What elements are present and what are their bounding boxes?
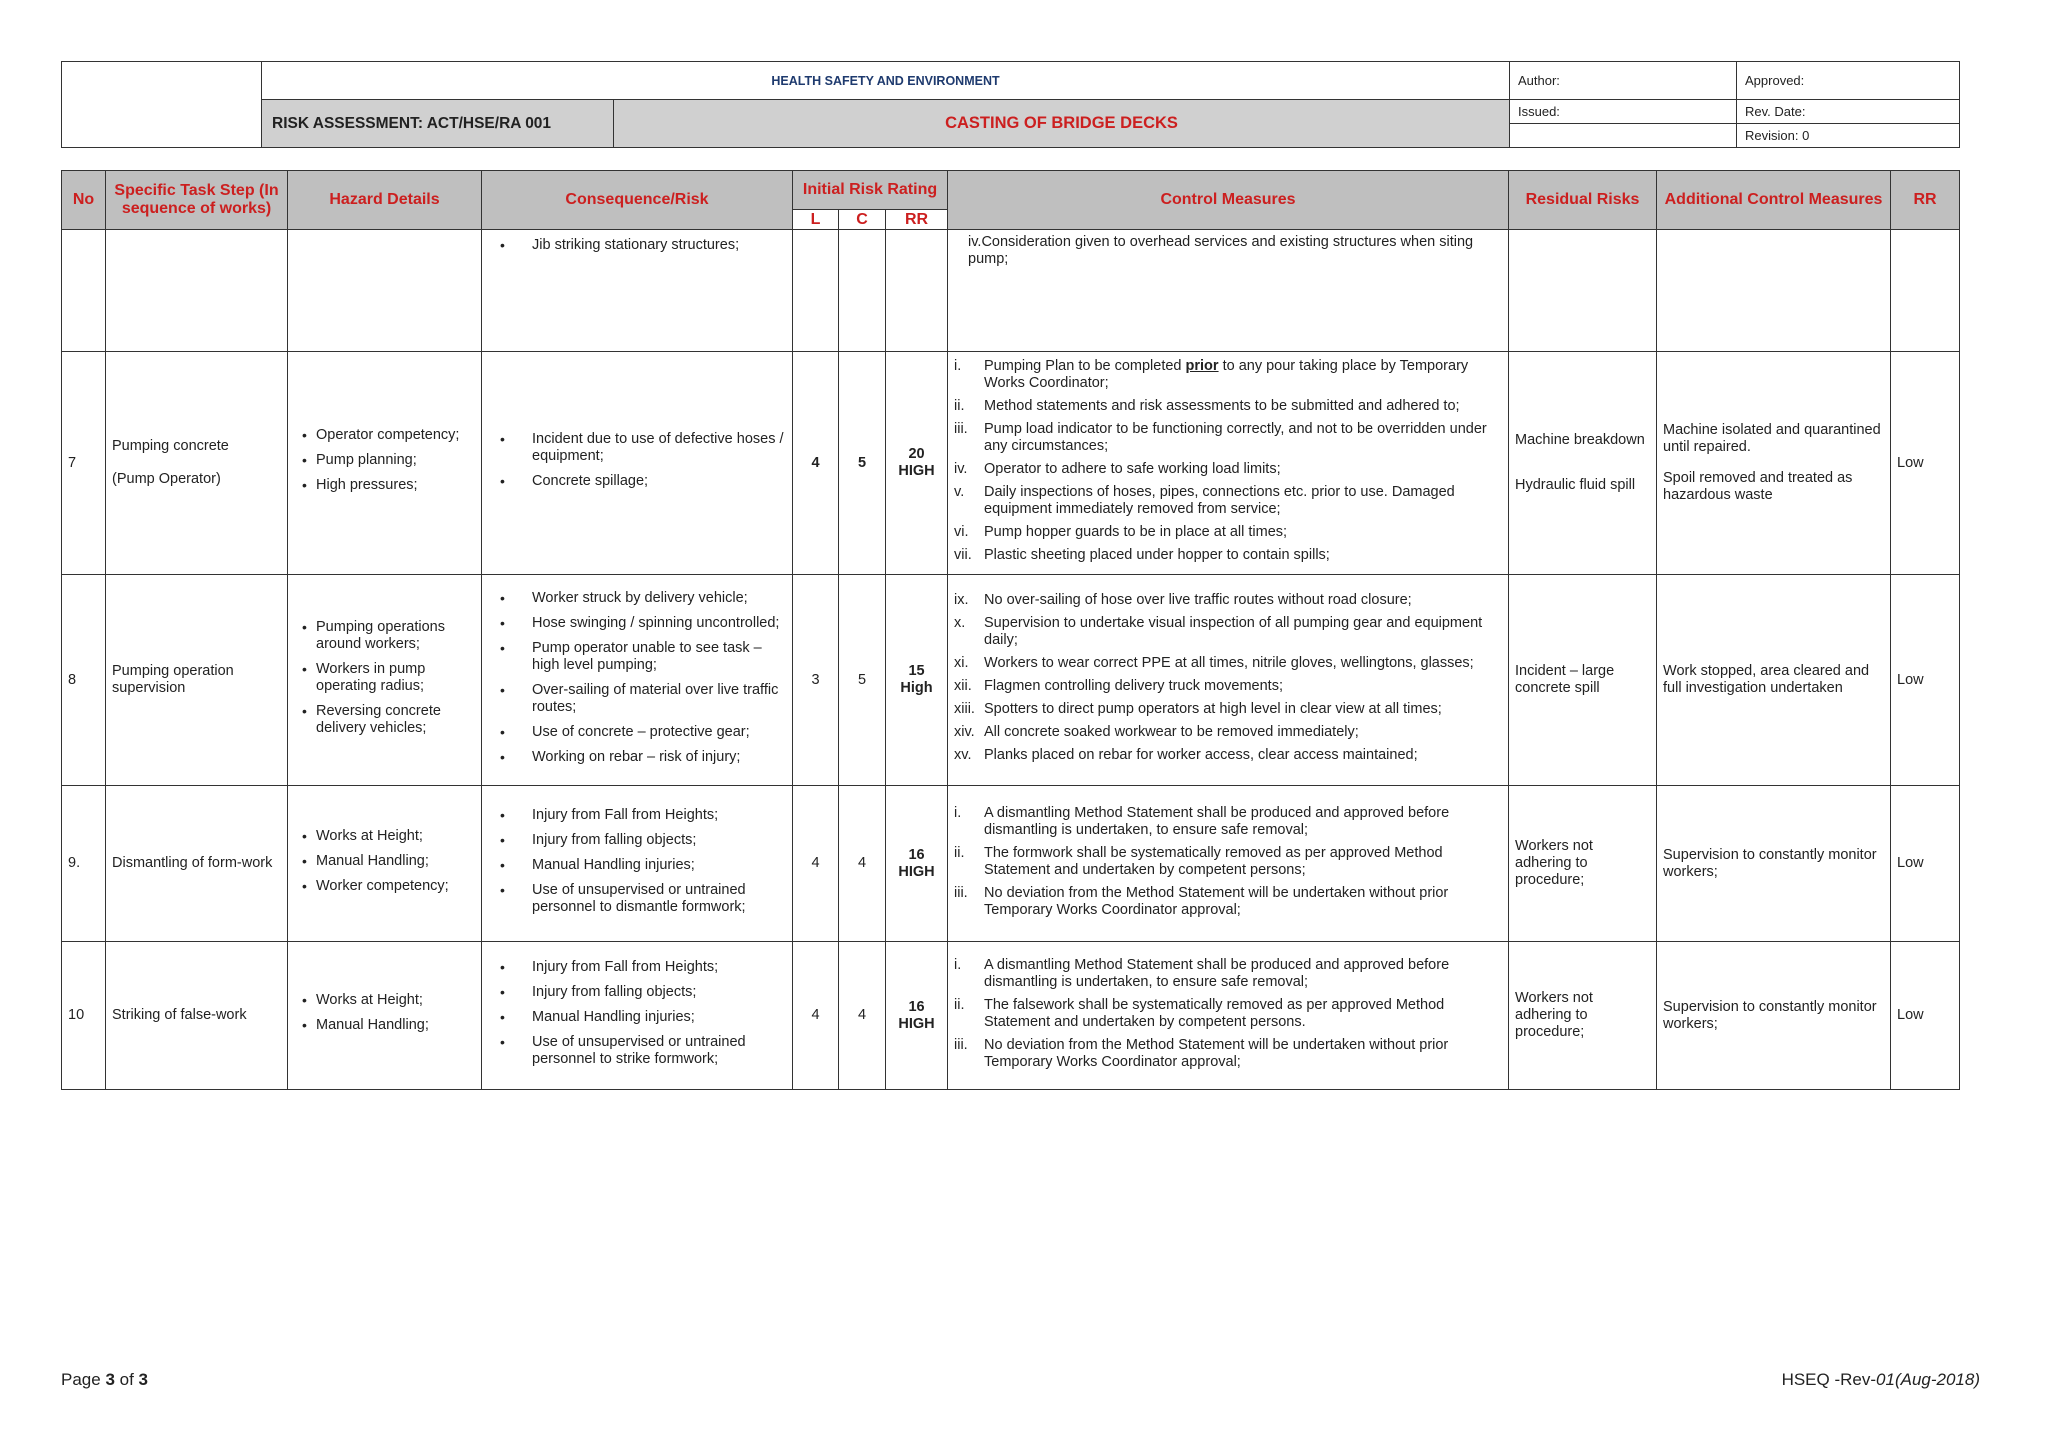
table-row <box>62 230 1960 352</box>
risk-score: 15 <box>908 663 925 679</box>
risk-level: HIGH <box>898 463 935 479</box>
additional-control: Machine isolated and quarantined until repaired. <box>1663 422 1881 455</box>
list-item: • Works at Height; <box>316 828 475 845</box>
list-item: iii. Pump load indicator to be functioning correctly, and not to be overridden under any circumstances; <box>954 421 1487 454</box>
residual-risk: Workers not adhering to procedure; <box>1509 786 1657 942</box>
final-risk: Low <box>1891 352 1960 575</box>
risk-level: HIGH <box>898 1015 935 1032</box>
list-item: xiii. Spotters to direct pump operators at high level in clear view at all times; <box>954 701 1442 717</box>
consequence-score: 5 <box>839 575 886 786</box>
list-item: • Reversing concrete delivery vehicles; <box>316 703 475 737</box>
risk-level: HIGH <box>898 863 935 880</box>
row-no: 9. <box>62 786 106 942</box>
list-item: x. Supervision to undertake visual inspection of all pumping gear and equipment daily; <box>954 615 1483 648</box>
list-item: ii. Method statements and risk assessments to be submitted and adhered to; <box>954 398 1460 414</box>
list-item: • Pumping operations around workers; <box>316 619 475 653</box>
risk-level: High <box>900 680 933 696</box>
logo-area <box>62 62 262 148</box>
list-item: • Use of unsupervised or untrained personnel to dismantle formwork; <box>532 882 786 916</box>
list-item: • Works at Height; <box>316 992 475 1009</box>
risk-score: 16 <box>908 998 925 1015</box>
task-title: CASTING OF BRIDGE DECKS <box>614 100 1510 148</box>
table-row <box>62 575 1960 786</box>
list-item: xii. Flagmen controlling delivery truck movements; <box>954 678 1283 694</box>
list-item: • Concrete spillage; <box>532 473 786 490</box>
col-hazard: Hazard Details <box>288 171 482 230</box>
list-item: xv. Planks placed on rebar for worker access, clear access maintained; <box>954 747 1418 763</box>
col-final-rr: RR <box>1891 171 1960 230</box>
list-item: • Injury from falling objects; <box>532 984 786 1001</box>
task-role: (Pump Operator) <box>112 471 221 487</box>
list-item: • Operator competency; <box>316 427 475 444</box>
col-residual: Residual Risks <box>1509 171 1657 230</box>
residual-risk: Machine breakdown <box>1515 432 1645 448</box>
list-item: • Manual Handling; <box>316 853 475 870</box>
residual-risk: Workers not adhering to procedure; <box>1509 942 1657 1090</box>
list-item: iii. No deviation from the Method Statement will be undertaken without prior Temporary Works Coordinator approval; <box>954 1036 1449 1070</box>
col-consequence: Consequence/Risk <box>482 171 793 230</box>
list-item: i. Pumping Plan to be completed prior to any pour taking place by Temporary Works Coordinator; <box>954 358 1469 391</box>
col-initial-risk: Initial Risk Rating <box>793 171 948 210</box>
col-l: L <box>793 210 839 230</box>
list-item: ii. The formwork shall be systematically removed as per approved Method Statement and undertaken by competent persons; <box>954 844 1443 878</box>
table-row <box>62 786 1960 942</box>
additional-control: Work stopped, area cleared and full investigation undertaken <box>1657 575 1891 786</box>
risk-table <box>61 170 1960 1090</box>
list-item: • Injury from Fall from Heights; <box>532 807 786 824</box>
list-item: • Worker struck by delivery vehicle; <box>532 590 786 607</box>
list-item: • Injury from Fall from Heights; <box>532 959 786 976</box>
list-item: • Working on rebar – risk of injury; <box>532 749 786 766</box>
list-item: • Use of unsupervised or untrained personnel to strike formwork; <box>532 1034 786 1068</box>
likelihood: 4 <box>793 786 839 942</box>
row-no: 7 <box>62 352 106 575</box>
rev-date-label: Rev. Date: <box>1737 100 1960 124</box>
list-item: • Injury from falling objects; <box>532 832 786 849</box>
risk-score: 16 <box>908 846 925 863</box>
row-no: 10 <box>62 942 106 1090</box>
col-rr: RR <box>886 210 948 230</box>
final-risk: Low <box>1891 786 1960 942</box>
list-item: v. Daily inspections of hoses, pipes, connections etc. prior to use. Damaged equipment immediately removed from service; <box>954 484 1455 517</box>
list-item: ix. No over-sailing of hose over live traffic routes without road closure; <box>954 592 1412 608</box>
list-item: • Use of concrete – protective gear; <box>532 724 786 741</box>
list-item: i. A dismantling Method Statement shall be produced and approved before dismantling is undertaken, to ensure safe removal; <box>954 956 1450 990</box>
risk-assessment-ref: RISK ASSESSMENT: ACT/HSE/RA 001 <box>262 100 614 148</box>
approved-label: Approved: <box>1737 62 1960 100</box>
issued-label: Issued: <box>1510 100 1737 124</box>
list-item: iv. Operator to adhere to safe working load limits; <box>954 461 1281 477</box>
task-step: Striking of false-work <box>106 942 288 1090</box>
additional-control: Supervision to constantly monitor workers; <box>1657 942 1891 1090</box>
revision-label: Revision: 0 <box>1737 124 1960 148</box>
list-item: vi. Pump hopper guards to be in place at all times; <box>954 524 1288 540</box>
list-item: ii. The falsework shall be systematically removed as per approved Method Statement and undertaken by competent persons. <box>954 996 1445 1030</box>
author-label: Author: <box>1510 62 1737 100</box>
list-item: iii. No deviation from the Method Statement will be undertaken without prior Temporary Works Coordinator approval; <box>954 884 1449 918</box>
list-item: • Jib striking stationary structures; <box>532 237 786 254</box>
list-item: • Incident due to use of defective hoses / equipment; <box>532 431 786 465</box>
task-step: Dismantling of form-work <box>106 786 288 942</box>
list-item: • Manual Handling; <box>316 1017 475 1034</box>
consequence-score: 5 <box>839 352 886 575</box>
list-item: • Over-sailing of material over live traffic routes; <box>532 682 786 716</box>
list-item: xiv. All concrete soaked workwear to be removed immediately; <box>954 724 1359 740</box>
task-step: Pumping concrete <box>112 438 229 454</box>
risk-score: 20 <box>908 446 925 462</box>
likelihood: 3 <box>793 575 839 786</box>
page-number: Page 3 of 3 <box>61 1370 148 1389</box>
likelihood: 4 <box>793 352 839 575</box>
org-title: HEALTH SAFETY AND ENVIRONMENT <box>262 62 1510 100</box>
list-item: • Pump planning; <box>316 452 475 469</box>
list-item: • Hose swinging / spinning uncontrolled; <box>532 615 786 632</box>
col-additional: Additional Control Measures <box>1657 171 1891 230</box>
additional-control: Spoil removed and treated as hazardous waste <box>1663 470 1853 503</box>
document-reference: HSEQ -Rev-01(Aug-2018) <box>1781 1370 1980 1389</box>
list-item: • Manual Handling injuries; <box>532 1009 786 1026</box>
table-row <box>62 352 1960 575</box>
list-item: • Workers in pump operating radius; <box>316 661 475 695</box>
list-item: • Manual Handling injuries; <box>532 857 786 874</box>
table-row <box>62 942 1960 1090</box>
additional-control: Supervision to constantly monitor workers; <box>1657 786 1891 942</box>
final-risk: Low <box>1891 575 1960 786</box>
consequence-score: 4 <box>839 942 886 1090</box>
residual-risk: Hydraulic fluid spill <box>1515 477 1636 493</box>
likelihood: 4 <box>793 942 839 1090</box>
document-header <box>61 61 1960 148</box>
list-item: • Pump operator unable to see task – high level pumping; <box>532 640 786 674</box>
list-item: vii. Plastic sheeting placed under hopper to contain spills; <box>954 547 1330 563</box>
list-item: xi. Workers to wear correct PPE at all times, nitrile gloves, wellingtons, glasses; <box>954 655 1474 671</box>
task-step: Pumping operation supervision <box>106 575 288 786</box>
consequence-score: 4 <box>839 786 886 942</box>
issued-value <box>1510 124 1737 148</box>
col-control: Control Measures <box>948 171 1509 230</box>
final-risk: Low <box>1891 942 1960 1090</box>
list-item: • High pressures; <box>316 477 475 494</box>
row-no: 8 <box>62 575 106 786</box>
col-task-step: Specific Task Step (In sequence of works) <box>106 171 288 230</box>
list-item: • Worker competency; <box>316 878 475 895</box>
control-text: iv.Consideration given to overhead services and existing structures when siting pump; <box>948 230 1509 352</box>
list-item: i. A dismantling Method Statement shall be produced and approved before dismantling is undertaken, to ensure safe removal; <box>954 804 1450 838</box>
col-no: No <box>62 171 106 230</box>
col-c: C <box>839 210 886 230</box>
residual-risk: Incident – large concrete spill <box>1509 575 1657 786</box>
